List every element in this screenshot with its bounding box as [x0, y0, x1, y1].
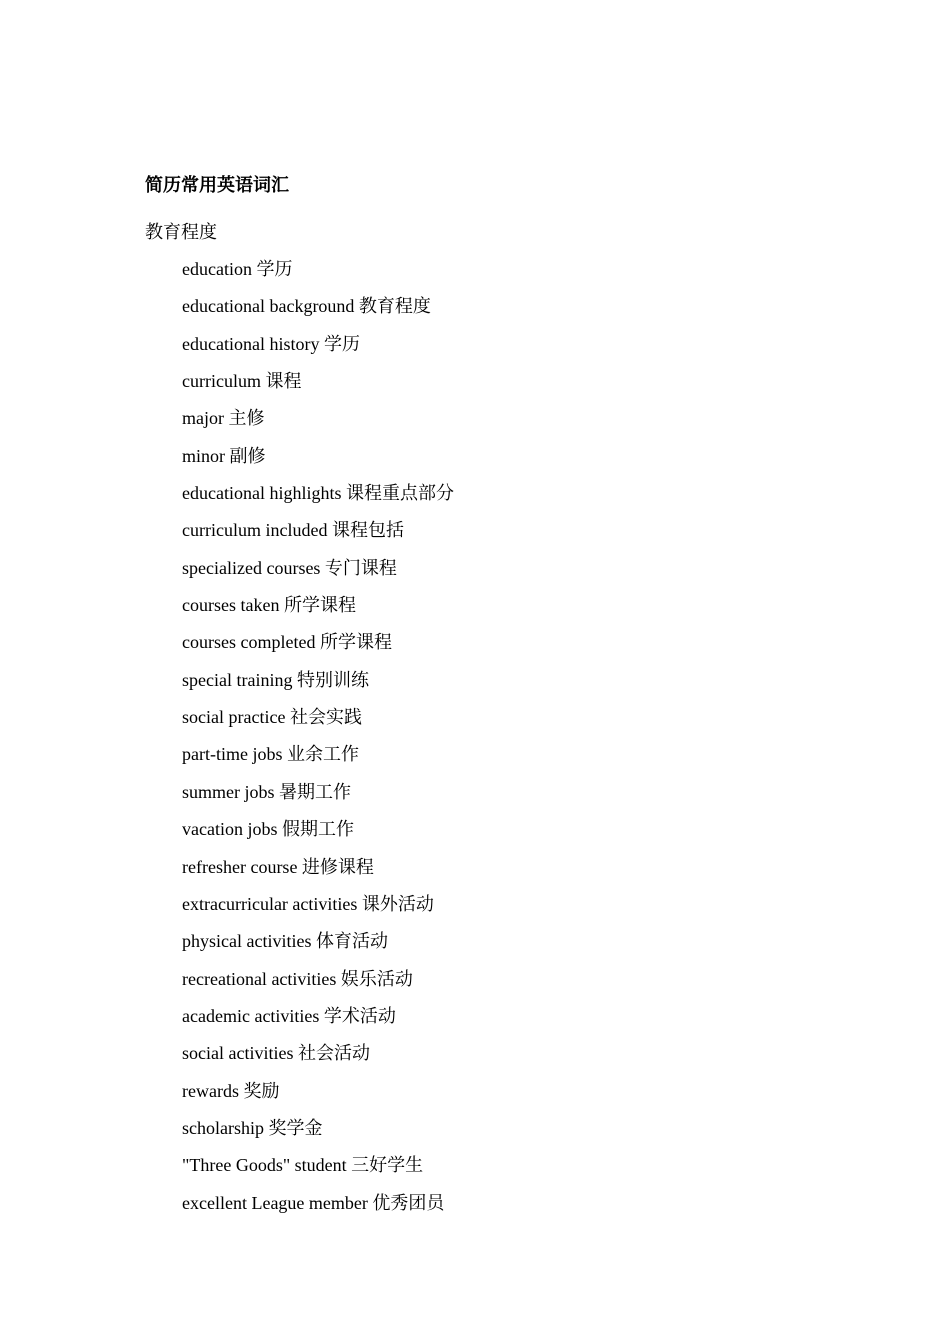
- term-item: "Three Goods" student 三好学生: [182, 1155, 424, 1176]
- term-item: courses completed 所学课程: [182, 632, 392, 653]
- term-item: scholarship 奖学金: [182, 1117, 323, 1138]
- term-item: educational highlights 课程重点部分: [182, 483, 454, 504]
- term-item: excellent League member 优秀团员: [182, 1192, 445, 1213]
- term-item: summer jobs 暑期工作: [182, 781, 351, 802]
- term-item: physical activities 体育活动: [182, 931, 388, 952]
- section-heading: 教育程度: [145, 222, 217, 242]
- term-item: extracurricular activities 课外活动: [182, 893, 434, 914]
- term-item: academic activities 学术活动: [182, 1005, 396, 1026]
- term-item: major 主修: [182, 408, 265, 429]
- term-item: part-time jobs 业余工作: [182, 744, 359, 765]
- term-item: recreational activities 娱乐活动: [182, 968, 413, 989]
- term-item: special training 特别训练: [182, 669, 369, 690]
- term-list: [182, 256, 454, 1227]
- term-item: specialized courses 专门课程: [182, 557, 397, 578]
- document-title: 简历常用英语词汇: [145, 175, 289, 195]
- term-item: vacation jobs 假期工作: [182, 819, 354, 840]
- term-item: refresher course 进修课程: [182, 856, 374, 877]
- term-item: educational history 学历: [182, 333, 360, 354]
- term-item: curriculum 课程: [182, 371, 302, 392]
- term-item: rewards 奖励: [182, 1080, 280, 1101]
- term-item: education 学历: [182, 259, 293, 279]
- term-item: minor 副修: [182, 445, 266, 466]
- term-item: courses taken 所学课程: [182, 595, 356, 616]
- term-item: social practice 社会实践: [182, 707, 362, 728]
- term-item: curriculum included 课程包括: [182, 520, 404, 541]
- term-item: educational background 教育程度: [182, 296, 431, 317]
- term-item: social activities 社会活动: [182, 1043, 370, 1064]
